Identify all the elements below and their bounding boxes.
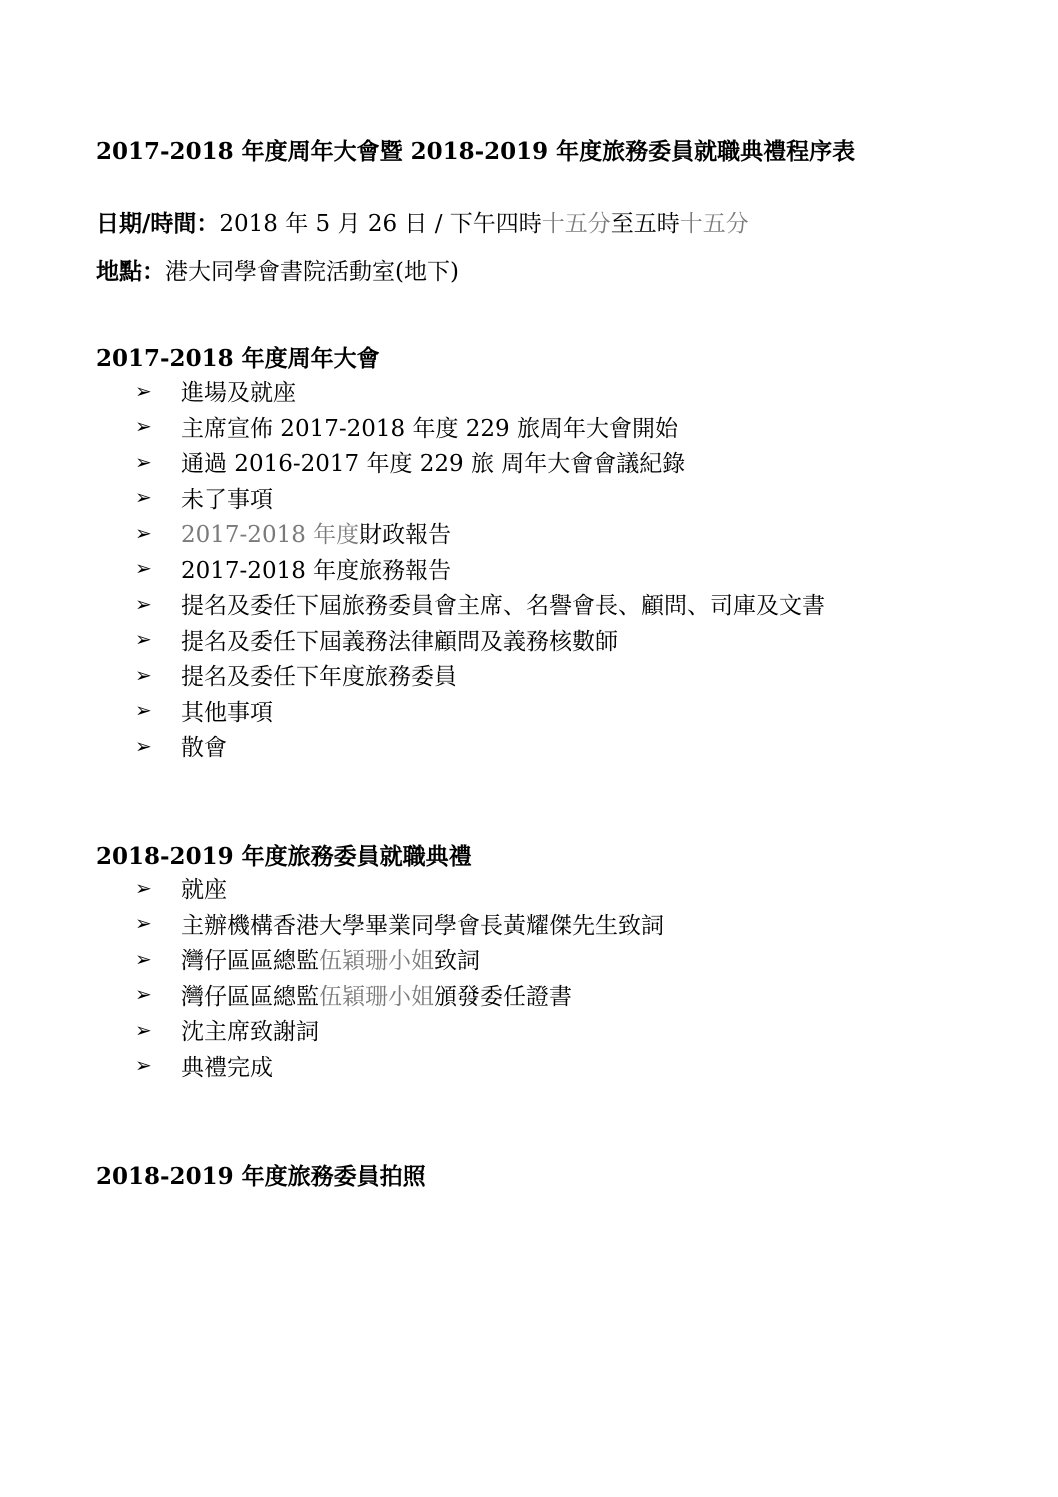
date-time-line <box>96 205 749 238</box>
venue-value: 港大同學會書院活動室(地下) <box>165 259 459 285</box>
list-item: ➢ 其他事項 <box>135 698 273 726</box>
arrowhead-bullet-icon: ➢ <box>135 520 152 545</box>
arrowhead-bullet-icon: ➢ <box>135 414 152 439</box>
list-item: ➢ 灣仔區區總監 伍穎珊小姐 致詞 <box>135 946 480 975</box>
arrowhead-bullet-icon: ➢ <box>135 662 152 687</box>
list-item: ➢ 沈主席致謝詞 <box>135 1017 319 1046</box>
list-item: ➢ 散會 <box>135 733 227 762</box>
list-item: ➢ 主辦機構香港大學畢業同學會長黃耀傑先生致詞 <box>135 911 664 939</box>
section-heading-agm: 2017-2018 年度周年大會 <box>96 345 380 372</box>
arrowhead-bullet-icon: ➢ <box>135 698 152 723</box>
arrowhead-bullet-icon: ➢ <box>135 485 152 510</box>
list-item: ➢ 灣仔區區總監 伍穎珊小姐 頒發委任證書 <box>135 982 572 1010</box>
list-item: ➢ 提名及委任下屆義務法律顧問及義務核數師 <box>135 627 618 655</box>
arrowhead-bullet-icon: ➢ <box>135 1053 152 1078</box>
list-item: ➢ 提名及委任下年度旅務委員 <box>135 662 457 691</box>
list-item: ➢ 未了事項 <box>135 485 273 513</box>
list-item: ➢ 就座 <box>135 875 227 904</box>
arrowhead-bullet-icon: ➢ <box>135 378 152 403</box>
list-item: ➢ 典禮完成 <box>135 1053 273 1081</box>
arrowhead-bullet-icon: ➢ <box>135 627 152 652</box>
list-item: ➢ 提名及委任下屆旅務委員會主席、名譽會長、顧問、司庫及文書 <box>135 591 825 620</box>
arrowhead-bullet-icon: ➢ <box>135 1017 152 1042</box>
list-item: ➢ 2017-2018 年度 財政報告 <box>135 520 452 549</box>
date-time-label: 日期/時間： <box>96 210 220 237</box>
arrowhead-bullet-icon: ➢ <box>135 946 152 971</box>
list-item: ➢ 主席宣佈 2017-2018 年度 229 旅周年大會開始 <box>135 414 678 442</box>
list-item: ➢ 通過 2016-2017 年度 229 旅 周年大會會議紀錄 <box>135 449 686 478</box>
agm-agenda-list <box>135 373 825 764</box>
section-heading-inauguration: 2018-2019 年度旅務委員就職典禮 <box>96 843 472 870</box>
venue-line <box>96 253 459 286</box>
arrowhead-bullet-icon: ➢ <box>135 875 152 900</box>
inauguration-agenda-list <box>135 870 664 1083</box>
arrowhead-bullet-icon: ➢ <box>135 982 152 1007</box>
date-time-value-end-minutes: 十五分 <box>679 211 749 237</box>
arrowhead-bullet-icon: ➢ <box>135 911 152 936</box>
document-title: 2017-2018 年度周年大會暨 2018-2019 年度旅務委員就職典禮程序表 <box>96 138 856 165</box>
arrowhead-bullet-icon: ➢ <box>135 591 152 616</box>
arrowhead-bullet-icon: ➢ <box>135 449 152 474</box>
section-heading-photo: 2018-2019 年度旅務委員拍照 <box>96 1163 426 1190</box>
list-item: ➢ 進場及就座 <box>135 378 296 407</box>
venue-label: 地點： <box>96 258 165 285</box>
arrowhead-bullet-icon: ➢ <box>135 733 152 758</box>
list-item: ➢ 2017-2018 年度旅務報告 <box>135 556 452 584</box>
date-time-value-start-minutes: 十五分 <box>541 211 611 237</box>
arrowhead-bullet-icon: ➢ <box>135 556 152 581</box>
date-time-value: 2018 年 5 月 26 日 / 下午四時 <box>219 211 542 237</box>
date-time-value-end: 至五時 <box>610 211 680 237</box>
